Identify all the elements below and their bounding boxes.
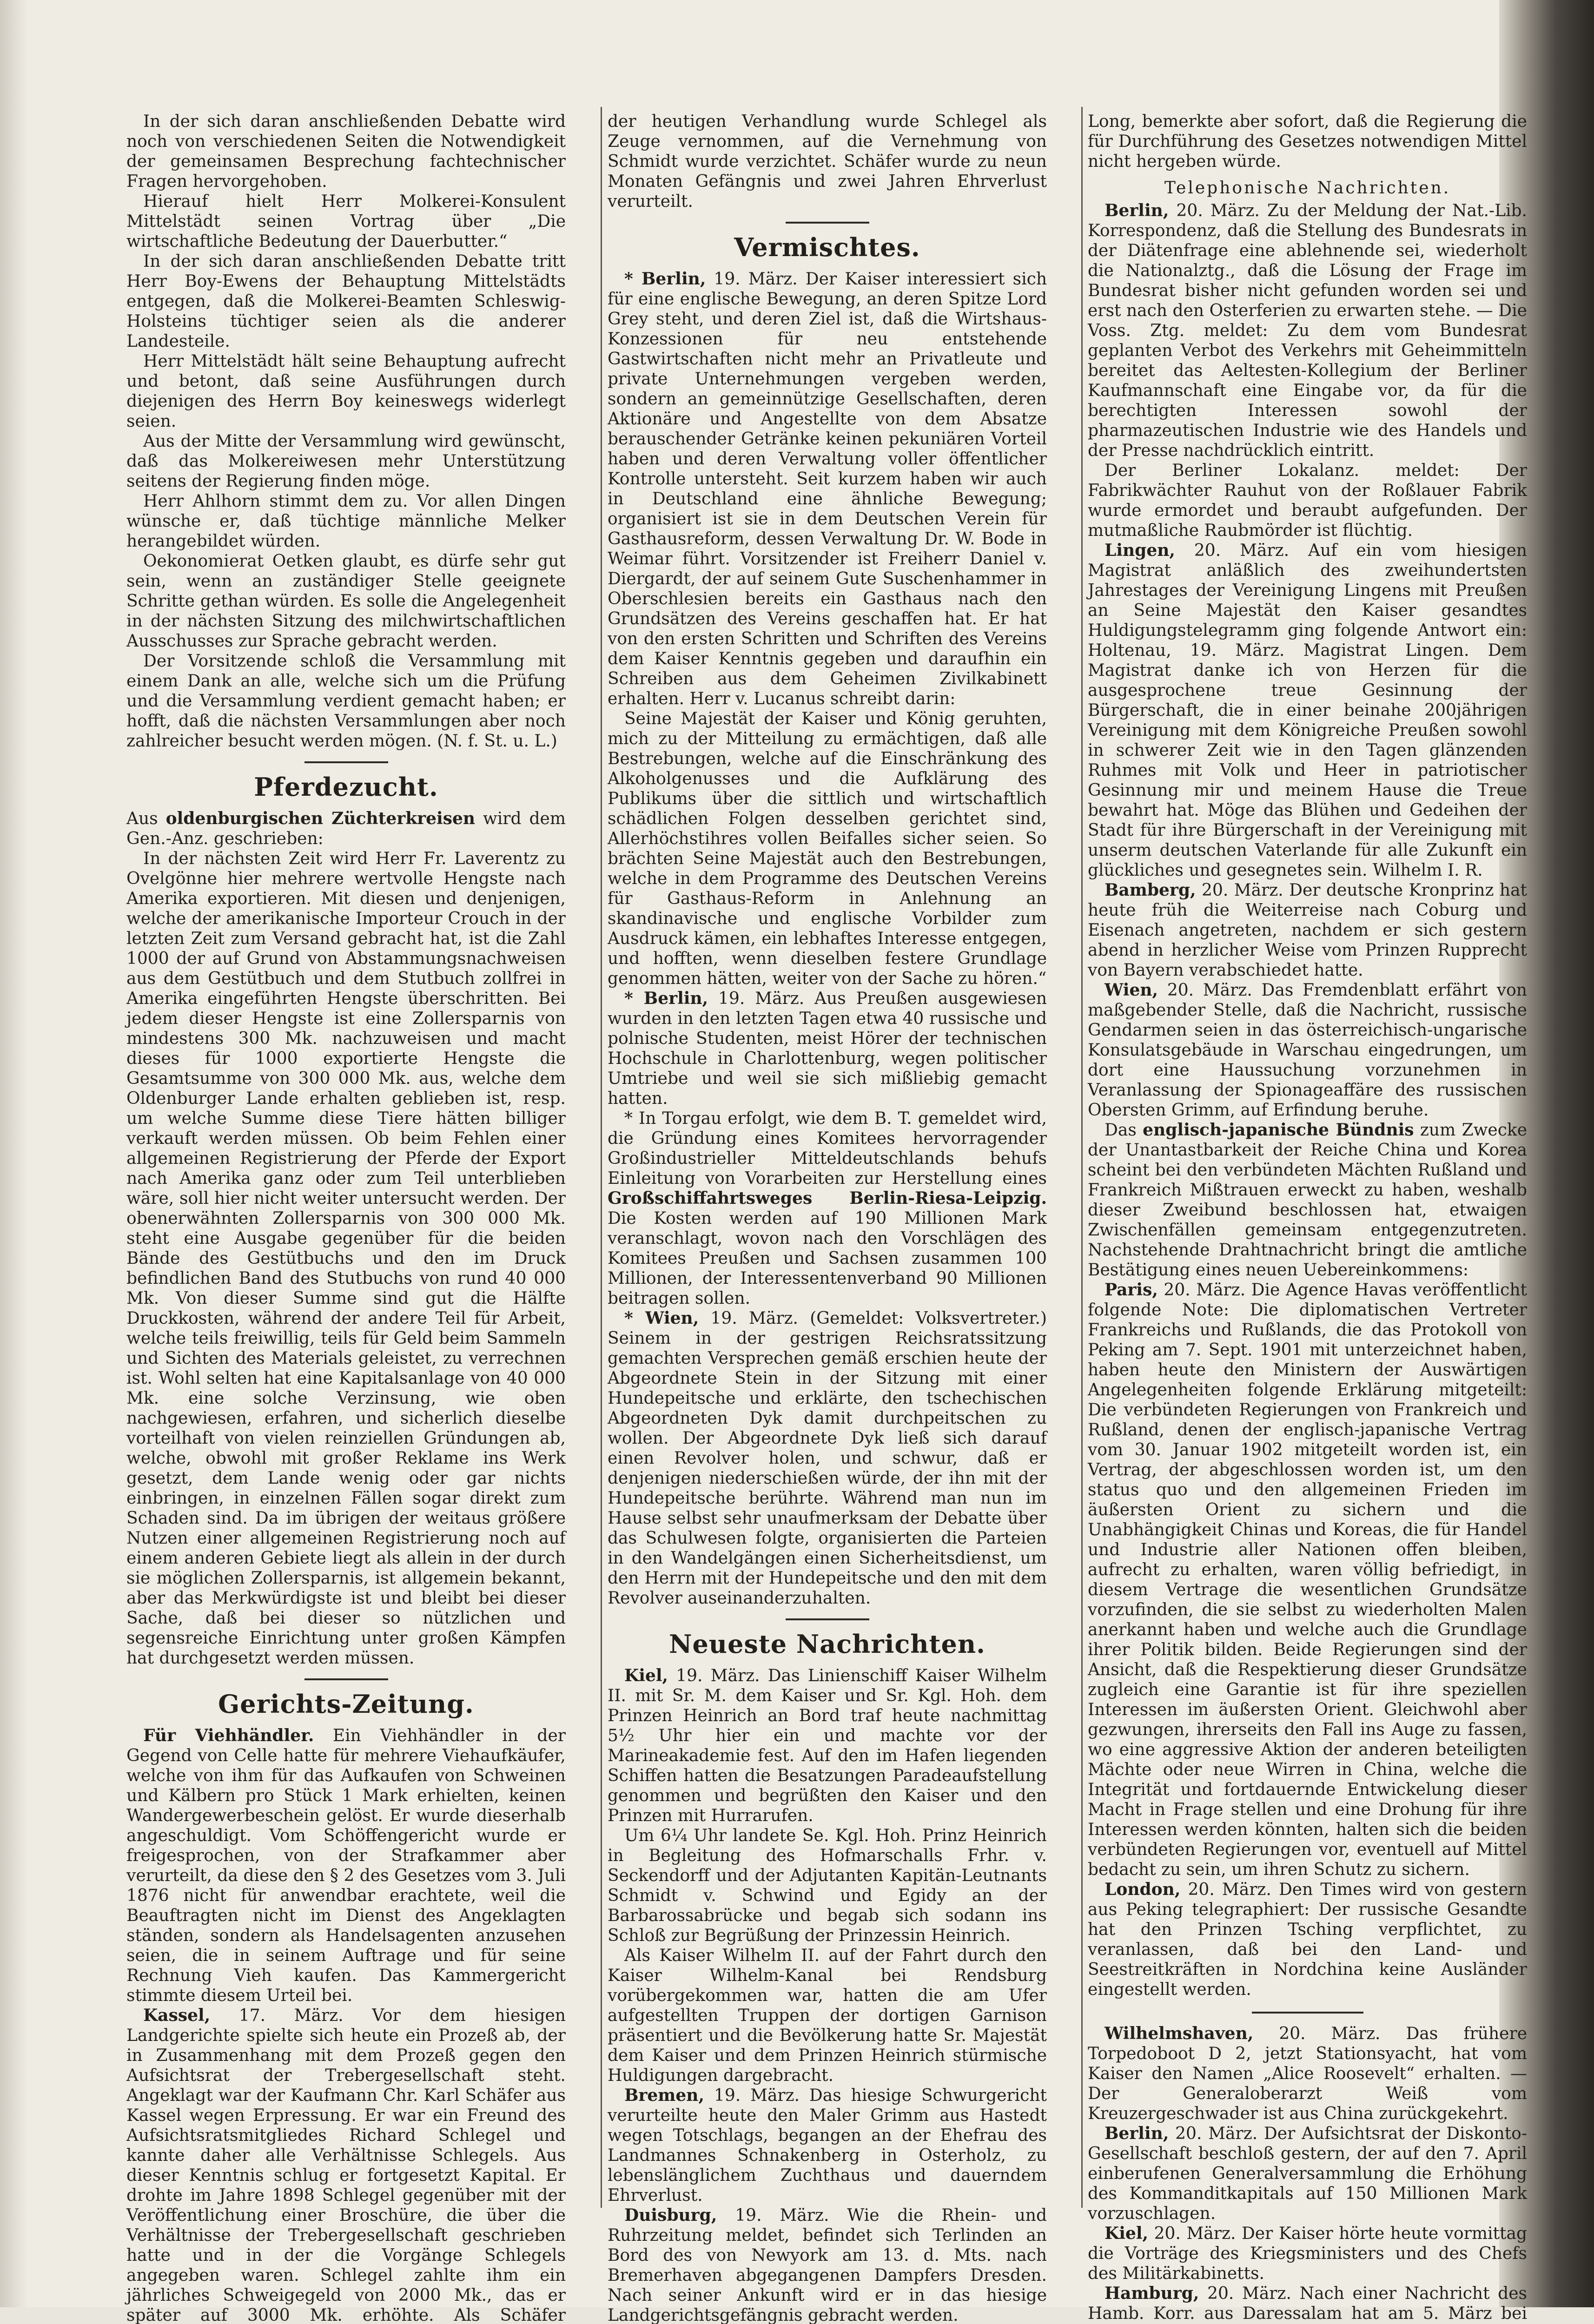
- dateline: Lingen,: [1105, 541, 1175, 560]
- article-paragraph: Aus der Mitte der Versammlung wird gewünscht, daß das Molkereiwesen mehr Unterstützung seitens der Regierung finden möge.: [126, 432, 566, 491]
- article-paragraph: In der nächsten Zeit wird Herr Fr. Laverentz zu Ovelgönne hier mehrere wertvolle Hengste nach Amerika exportieren. Mit diesen und denjenigen, welche der amerikanische Importeur Crouch in der letzten Zeit zum Versand gebracht hat, ist die Zahl 1000 der auf Grund von Abstammungsnachweisen aus dem Gestütbuch und dem Stutbuch zollfrei in Amerika eingeführten Hengste überschritten. Bei jedem dieser Hengste ist eine Zollersparnis von mindestens 300 Mk. nachzuweisen und macht dieses für 1000 exportierte Hengste die Gesamtsumme von 300 000 Mk. aus, welche dem Oldenburger Lande erhalten geblieben ist, resp. um welche Summe diese Tiere hätten billiger verkauft werden müssen. Ob beim Fehlen einer allgemeinen Registrierung der Pferde der Export nach Amerika ganz oder zum Teil unterblieben wäre, soll hier nicht weiter untersucht werden. Der obenerwähnten Zollersparnis von 300 000 Mk. steht eine Ausgabe gegenüber für die beiden Bände des Gestütbuchs und den im Druck befindlichen Band des Stutbuchs von rund 40 000 Mk. Von dieser Summe sind gut die Hälfte Druckkosten, während der andere Teil für Arbeit, welche teils freiwillig, teils für Geld beim Sammeln und Sichten des Materials geleistet, zu verrechnen ist. Wohl selten hat eine Kapitalsanlage von 40 000 Mk. eine solche Verzinsung, wie oben nachgewiesen, erfahren, und sicherlich dieselbe vorteilhaft von vielen reinziellen Gründungen ab, welche, obwohl mit großer Reklame ins Werk gesetzt, dem Lande wenig oder gar nichts einbringen, in einzelnen Fällen sogar direkt zum Schaden sind. Da im übrigen der weitaus größere Nutzen einer allgemeinen Registrierung noch auf einem anderen Gebiete liegt als allein in der durch sie möglichen Zollersparnis, ist allgemein bekannt, aber das Merkwürdigste ist und bleibt bei dieser Sache, daß bei dieser so nützlichen und segensreiche Einrichtung unter großen Kämpfen hat durchgesetzt werden müssen.: [126, 849, 566, 1668]
- article-paragraph: Der Berliner Lokalanz. meldet: Der Fabrikwächter Rauhut von der Roßlauer Fabrik wurde ermordet und beraubt aufgefunden. Der mutmaßliche Raubmörder ist flüchtig.: [1088, 461, 1527, 540]
- section-divider: [1252, 2012, 1363, 2014]
- dateline: Kassel,: [143, 2006, 211, 2025]
- column-1: [126, 112, 566, 2324]
- column-2: [608, 112, 1047, 2324]
- article-lead: [126, 809, 566, 849]
- section-divider: [786, 1618, 869, 1620]
- article-paragraph: Long, bemerkte aber sofort, daß die Regierung die für Durchführung des Gesetzes notwendigen Mittel nicht hergeben würde.: [1088, 112, 1527, 171]
- dateline: Kiel,: [624, 1666, 668, 1685]
- article-paragraph: [1088, 1120, 1527, 1280]
- article-text: 20. März. Der deutsche Kronprinz hat heute früh die Weiterreise nach Coburg und Eisenach angetreten, nachdem er sich gestern abend in herzlicher Weise vom Prinzen Rupprecht von Bayern verabschiedet hatte.: [1088, 881, 1527, 980]
- article-text: 20. März. Das Fremdenblatt erfährt von maßgebender Stelle, daß die Nachricht, russische Gendarmen seien in das österreichisch-ungarische Konsulatsgebäude in Warschau eingedrungen, um dort eine Haussuchung vorzunehmen in Veranlassung der Spionageaffäre des russischen Obersten Grimm, auf Erfindung beruhe.: [1088, 981, 1527, 1120]
- article-paragraph: [608, 2205, 1047, 2324]
- article-text: 19. März. Das hiesige Schwurgericht verurteilte heute den Maler Grimm aus Hastedt wegen Totschlags, begangen an der Ehefrau des Landmannes Schnakenberg in Osterholz, zu lebenslänglichem Zuchthaus und dauerndem Ehrverlust.: [608, 2086, 1047, 2205]
- article-paragraph: [1088, 1280, 1527, 1880]
- section-divider: [304, 1678, 388, 1680]
- lead-text: Aus: [126, 809, 166, 828]
- dateline: London,: [1105, 1880, 1181, 1899]
- article-emphasis: englisch-japanische Bündnis: [1143, 1120, 1414, 1140]
- section-divider: [304, 761, 388, 763]
- article-paragraph: der heutigen Verhandlung wurde Schlegel als Zeuge vernommen, auf die Vernehmung von Schmidt wurde verzichtet. Schäfer wurde zu neun Monaten Gefängnis und zwei Jahren Ehrverlust verurteilt.: [608, 112, 1047, 211]
- dateline: Wien,: [1105, 980, 1158, 1000]
- article-text: 20. März. Der Aufsichtsrat der Diskonto-Gesellschaft beschloß gestern, der auf den 7. April einberufenen Generalversammlung die Erhöhung des Kommanditkapitals auf 150 Millionen Mark vorzuschlagen.: [1088, 2124, 1527, 2223]
- dateline: Bamberg,: [1105, 880, 1196, 900]
- article-paragraph: In der sich daran anschließenden Debatte tritt Herr Boy-Ewens der Behauptung Mittelstädts entgegen, daß die Molkerei-Beamten Schleswig-Holsteins tüchtiger seien als die anderer Landesteile.: [126, 252, 566, 351]
- article-paragraph: [608, 989, 1047, 1109]
- article-text: 20. März. Nach einer Nachricht des Hamb. Korr. aus Daressalam hat am 5. März bei: [1088, 2284, 1527, 2323]
- article-paragraph: [1088, 541, 1527, 880]
- section-heading-pferdezucht: Pferdezucht.: [254, 772, 438, 802]
- dateline: Duisburg,: [624, 2205, 717, 2225]
- article-text: 20. März. Den Times wird von gestern aus Peking telegraphiert: Der russische Gesandte hat den Prinzen Tsching verpflichtet, zu veranlassen, daß bei den Land- und Seestreitkräften in Nordchina keine Ausländer eingestellt werden.: [1088, 1880, 1527, 1999]
- dateline: * Wien,: [624, 1308, 699, 1328]
- article-paragraph: Oekonomierat Oetken glaubt, es dürfe sehr gut sein, wenn an zuständiger Stelle geeignete Schritte gethan würden. Es solle die Angelegenheit in der nächsten Sitzung des milchwirtschaftlichen Ausschusses zur Sprache gebracht werden.: [126, 552, 566, 651]
- article-text: 17. März. Vor dem hiesigen Landgerichte spielte sich heute ein Prozeß ab, der in Zusammenhang mit dem Prozeß gegen den Aufsichtsrat der Trebergesellschaft steht. Angeklagt war der Kaufmann Chr. Karl Schäfer aus Kassel wegen Erpressung. Er war ein Freund des Aufsichtsratsmitgliedes Richard Schlegel und kannte daher alle Verhältnisse Schlegels. Aus dieser Kenntnis schlug er fortgesetzt Kapital. Er drohte im Jahre 1898 Schlegel gegenüber mit der Veröffentlichung einer Broschüre, die über die Verhältnisse der Trebergesellschaft geschrieben hatte und in der die Vorgänge Schlegels angegeben waren. Schlegel zahlte ihm ein jährliches Schweigegeld von 2000 Mk., das er später auf 3000 Mk. erhöhte. Als Schäfer: [126, 2006, 566, 2324]
- dateline: Kiel,: [1105, 2224, 1149, 2243]
- article-paragraph: [608, 1666, 1047, 1826]
- article-paragraph: [1088, 2024, 1527, 2124]
- section-heading-gerichts-zeitung: Gerichts-Zeitung.: [218, 1689, 474, 1719]
- article-text: 20. März. Der Kaiser hörte heute vormittag die Vorträge des Kriegsministers und des Chefs des Militärkabinetts.: [1088, 2224, 1527, 2283]
- article-paragraph: [1088, 2124, 1527, 2224]
- article-text: 20. März. Das frühere Torpedoboot D 2, jetzt Stationsyacht, hat vom Kaiser den Namen „Alice Roosevelt“ erhalten. — Der Generaloberarzt Weiß vom Kreuzergeschwader ist aus China zurückgekehrt.: [1088, 2024, 1527, 2123]
- dateline: * Berlin,: [624, 989, 708, 1008]
- article-paragraph: [608, 1109, 1047, 1308]
- dateline: Wilhelmshaven,: [1105, 2024, 1254, 2043]
- section-heading-vermischtes: Vermischtes.: [734, 232, 920, 262]
- article-text: 20. März. Zu der Meldung der Nat.-Lib. Korrespondenz, daß die Stellung des Bundesrats in der Diätenfrage eine ablehnende sei, wiederholt die Nationalztg., daß die Lösung der Frage im Bundesrat bisher nicht gefunden worden sei und erst nach den Osterferien zu erwarten stehe. — Die Voss. Ztg. meldet: Zu dem vom Bundesrat geplanten Verbot des Verkehrs mit Geheimmitteln bereitet das Aeltesten-Kollegium der Berliner Kaufmannschaft eine Eingabe vor, da für die berechtigten Interessen sowohl der pharmazeutischen Industrie wie des Handels und der Presse nachdrücklich eintritt.: [1088, 201, 1527, 460]
- column-rule: [601, 107, 602, 2208]
- article-text: Das: [1105, 1121, 1143, 1140]
- article-paragraph: Als Kaiser Wilhelm II. auf der Fahrt durch den Kaiser Wilhelm-Kanal bei Rendsburg vorübergekommen war, hatten die am Ufer aufgestellten Truppen der dortigen Garnison präsentiert und die Bevölkerung hatte Sr. Majestät dem Kaiser und dem Prinzen Heinrich stürmische Huldigungen dargebracht.: [608, 1946, 1047, 2085]
- article-text: 20. März. Die Agence Havas veröffentlicht folgende Note: Die diplomatischen Vertreter Frankreichs und Rußlands, die das Protokoll von Peking am 7. Sept. 1901 mit unterzeichnet haben, haben heute den Ministern der Auswärtigen Angelegenheiten folgende Erklärung mitgeteilt: Die verbündeten Regierungen von Frankreich und Rußland, denen der englisch-japanische Vertrag vom 30. Januar 1902 mitgeteilt worden ist, ein Vertrag, der abgeschlossen worden ist, um den status quo und den allgemeinen Frieden im äußersten Orient zu sichern und die Unabhängigkeit Chinas und Koreas, die für Handel und Industrie aller Nationen offen bleiben, aufrecht zu erhalten, waren völlig befriedigt, in diesem Vertrage die wesentlichen Grundsätze vorzufinden, die sie selbst zu wiederholten Malen anerkannt haben und welche auch die Grundlage ihrer Politik bilden. Beide Regierungen sind der Ansicht, daß die Respektierung dieser Grundsätze zugleich eine Garantie ist für ihre speziellen Interessen im äußersten Orient. Gleichwohl aber gezwungen, ihrerseits den Fall ins Auge zu fassen, wo eine aggressive Aktion der anderen beteiligten Mächte oder neue Wirren in China, welche die Integrität und fortdauernde Entwickelung dieser Macht in Frage stellen und eine Drohung für ihre Interessen werden könnten, halten sich die beiden verbündeten Regierungen vor, eventuell auf Mittel bedacht zu sein, um ihren Schutz zu sichern.: [1088, 1281, 1527, 1879]
- article-paragraph: Seine Majestät der Kaiser und König geruhten, mich zu der Mitteilung zu ermächtigen, daß alle Bestrebungen, welche auf die Einschränkung des Alkoholgenusses und die Aufklärung des Publikums über die sittlich und wirtschaftlich schädlichen Folgen desselben gerichtet sind, Allerhöchstihres vollen Beifalles sicher seien. So brächten Seine Majestät auch den Bestrebungen, welche in dem Programme des Deutschen Vereins für Gasthaus-Reform in Anlehnung an skandinavische und englische Vorbilder zum Ausdruck kämen, ein lebhaftes Interesse entgegen, und hofften, wenn dieselben festere Grundlage genommen hätten, weiter von der Sache zu hören.“: [608, 709, 1047, 988]
- article-paragraph: [1088, 1880, 1527, 2000]
- article-paragraph: [608, 1308, 1047, 1608]
- article-text: Die Kosten werden auf 190 Millionen Mark veranschlagt, wovon nach den Vorschlägen des Komitees Preußen und Sachsen zusammen 100 Millionen, der Interessentenverband 90 Millionen beitragen sollen.: [608, 1209, 1047, 1308]
- article-text: 19. März. Aus Preußen ausgewiesen wurden in den letzten Tagen etwa 40 russische und polnische Studenten, meist Hörer der technischen Hochschule in Charlottenburg, wegen politischer Umtriebe und weil sie sich mißliebig gemacht hatten.: [608, 989, 1047, 1108]
- dateline: * Berlin,: [624, 269, 706, 289]
- dateline: Bremen,: [624, 2086, 705, 2105]
- article-paragraph: [1088, 980, 1527, 1120]
- section-heading-neueste-nachrichten: Neueste Nachrichten.: [669, 1629, 986, 1659]
- article-text: 19. März. Der Kaiser interessiert sich für eine englische Bewegung, an deren Spitze Lord Grey steht, und deren Ziel ist, daß die Wirtshaus-Konzessionen für neu entstehende Gastwirtschaften nicht mehr an Privatleute und private Unternehmungen vergeben werden, sondern an gemeinnützige Gesellschaften, deren Aktionäre und Angestellte von dem Absatze berauschender Getränke keinen pekuniären Vorteil haben und deren Verwaltung voller öffentlicher Kontrolle untersteht. Seit kurzem haben wir auch in Deutschland eine ähnliche Bewegung; organisiert ist sie in dem Deutschen Verein für Gasthausreform, dessen Verwaltung Dr. W. Bode in Weimar führt. Vorsitzender ist Freiherr Daniel v. Diergardt, der auf seinem Gute Suschenhammer in Oberschlesien bereits ein Gasthaus nach den Grundsätzen des Vereins geschaffen hat. Er hat von den ersten Schritten und Schriften des Vereins dem Kaiser Kenntnis gegeben und daraufhin ein Schreiben aus dem Geheimen Zivilkabinett erhalten. Herr v. Lucanus schreibt darin:: [608, 270, 1047, 708]
- article-paragraph: Um 6¼ Uhr landete Se. Kgl. Hoh. Prinz Heinrich in Begleitung des Hofmarschalls Frhr. v. Seckendorff und der Adjutanten Kapitän-Leutnants Schmidt v. Schwind und Egidy an der Barbarossabrücke und begab sich sodann ins Schloß zur Begrüßung der Prinzessin Heinrich.: [608, 1826, 1047, 1945]
- dateline: Für Viehhändler.: [143, 1726, 314, 1745]
- dateline: Berlin,: [1105, 201, 1169, 220]
- article-paragraph: [1088, 201, 1527, 461]
- section-divider: [786, 222, 869, 224]
- section-heading-telephonische-nachrichten: Telephonische Nachrichten.: [1164, 178, 1451, 198]
- dateline: Berlin,: [1105, 2124, 1169, 2143]
- lead-emphasis: oldenburgischen Züchterkreisen: [165, 809, 476, 828]
- article-paragraph: Hierauf hielt Herr Molkerei-Konsulent Mittelstädt seinen Vortrag über „Die wirtschaftliche Bedeutung der Dauerbutter.“: [126, 192, 566, 251]
- article-paragraph: [608, 2086, 1047, 2205]
- lead-text: wird dem Gen.-Anz. geschrieben:: [126, 809, 566, 848]
- article-text: * In Torgau erfolgt, wie dem B. T. gemeldet wird, die Gründung eines Komitees hervorragender Großindustrieller Mitteldeutschlands behufs Einleitung von Vorarbeiten zur Herstellung eines: [608, 1109, 1047, 1188]
- dateline: Paris,: [1105, 1280, 1158, 1300]
- article-text: Ein Viehhändler in der Gegend von Celle hatte für mehrere Viehaufkäufer, welche von ihm für das Aufkaufen von Schweinen und Kälbern pro Stück 1 Mark erhielten, keinen Wandergewerbeschein gelöst. Er wurde dieserhalb angeschuldigt. Vom Schöffengericht wurde er freigesprochen, von der Strafkammer aber verurteilt, da diese den § 2 des Gesetzes vom 3. Juli 1876 nicht für anwendbar erachtete, weil die Beauftragten nicht im Dienst des Angeklagten ständen, sondern als Handelsagenten anzusehen seien, die in seinem Auftrage und für seine Rechnung Vieh kaufen. Das Kammergericht stimmte diesem Urteil bei.: [126, 1726, 566, 2005]
- article-text: 20. März. Auf ein vom hiesigen Magistrat anläßlich des zweihundertsten Jahrestages der Vereinigung Lingens mit Preußen an Seine Majestät den Kaiser gesandtes Huldigungstelegramm ging folgende Antwort ein: Holtenau, 19. März. Magistrat Lingen. Dem Magistrat danke ich von Herzen für die ausgesprochene treue Gesinnung der Bürgerschaft, die in einer beinahe 200jährigen Vereinigung mit dem Königreiche Preußen sowohl in schwerer Zeit wie in den Tagen glänzenden Ruhmes mit Volk und Heer in patriotischer Gesinnung mir und meinem Hause die Treue bewahrt hat. Möge das Blühen und Gedeihen der Stadt für ihre Bürgerschaft in der Vereinigung mit unserm deutschen Vaterlande für alle Zukunft ein glückliches und gesegnetes sein. Wilhelm I. R.: [1088, 541, 1527, 880]
- article-text: zum Zwecke der Unantastbarkeit der Reiche China und Korea scheint bei den verbündeten Mächten Rußland und Frankreich Mißtrauen erweckt zu haben, weshalb dieser Zweibund beschlossen hat, etwaigen Zwischenfällen gemeinsam entgegenzutreten. Nachstehende Drahtnachricht bringt die amtliche Bestätigung eines neuen Uebereinkommens:: [1088, 1121, 1527, 1280]
- article-text: 19. März. Wie die Rhein- und Ruhrzeitung meldet, befindet sich Terlinden an Bord des von Newyork am 13. d. Mts. nach Bremerhaven abgegangenen Dampfers Dresden. Nach seiner Ankunft wird er in das hiesige Landgerichtsgefängnis gebracht werden.: [608, 2206, 1047, 2324]
- article-paragraph: [126, 1726, 566, 2006]
- article-paragraph: [1088, 2224, 1527, 2284]
- article-paragraph: Herr Mittelstädt hält seine Behauptung aufrecht und betont, daß seine Ausführungen durch diejenigen des Herrn Boy keineswegs widerlegt seien.: [126, 352, 566, 431]
- article-paragraph: Der Vorsitzende schloß die Versammlung mit einem Dank an alle, welche sich um die Prüfung und die Versammlung verdient gemacht haben; er hofft, daß die nächsten Versammlungen aber noch zahlreicher besucht werden mögen. (N. f. St. u. L.): [126, 652, 566, 751]
- article-paragraph: [1088, 2284, 1527, 2324]
- article-text: 19. März. (Gemeldet: Volksvertreter.) Seinem in der gestrigen Reichsratssitzung gemachten Versprechen gemäß erschien heute der Abgeordnete Stein in der Sitzung mit einer Hundepeitsche und erklärte, den tschechischen Abgeordneten Dyk damit durchpeitschen zu wollen. Der Abgeordnete Dyk ließ sich darauf einen Revolver holen, und schwur, daß er denjenigen niederschießen würde, der ihn mit der Hundepeitsche berührte. Während man nun im Hause selbst sehr unaufmerksam der Debatte über das Schulwesen folgte, organisierten die Parteien in den Wandelgängen einen Sicherheitsdienst, um den Herrn mit der Hundepeitsche und den mit dem Revolver auseinanderzuhalten.: [608, 1309, 1047, 1608]
- scan-left-margin: [0, 0, 28, 2307]
- dateline: Hamburg,: [1105, 2284, 1199, 2303]
- article-text: 19. März. Das Linienschiff Kaiser Wilhelm II. mit Sr. M. dem Kaiser und Sr. Kgl. Hoh. dem Prinzen Heinrich an Bord traf heute nachmittag 5½ Uhr hier ein und machte vor der Marineakademie fest. Auf den im Hafen liegenden Schiffen hatten die Besatzungen Paradeaufstellung genommen und begrüßten den Kaiser und den Prinzen mit Hurrarufen.: [608, 1666, 1047, 1825]
- article-paragraph: Herr Ahlhorn stimmt dem zu. Vor allen Dingen wünsche er, daß tüchtige männliche Melker herangebildet würden.: [126, 492, 566, 551]
- column-rule: [1081, 107, 1083, 2208]
- article-paragraph: [608, 269, 1047, 709]
- article-emphasis: Großschiffahrtsweges Berlin-Riesa-Leipzig.: [608, 1188, 1047, 1208]
- article-paragraph: [126, 2006, 566, 2324]
- article-paragraph: In der sich daran anschließenden Debatte wird noch von verschiedenen Seiten die Notwendigkeit der gemeinsamen Besprechung fachtechnischer Fragen hervorgehoben.: [126, 112, 566, 191]
- column-3: [1088, 112, 1527, 2324]
- article-paragraph: [1088, 880, 1527, 980]
